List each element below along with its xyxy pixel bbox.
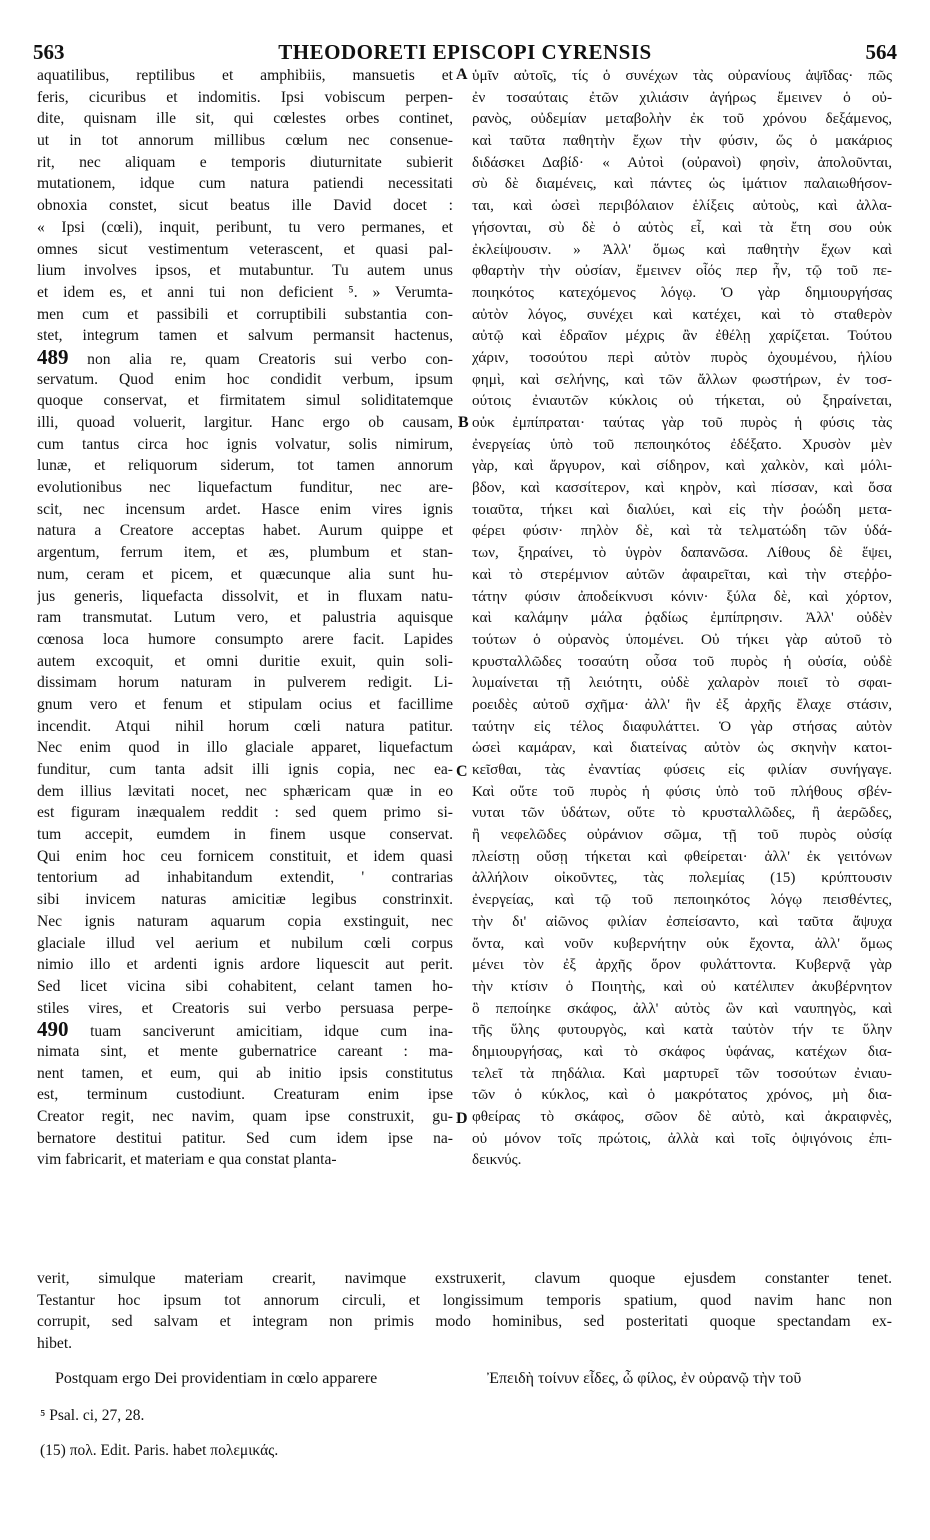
greek-line: τούτων ὁ οὐρανὸς ὑπομένει. Οὐ τήκει γὰρ αὐτοῦ τὸ [472,630,892,648]
latin-line: illi, quoad voluerit, largitur. Hanc ergo ob causam, [37,414,453,431]
greek-line: γὰρ, καὶ ἄργυρον, καὶ σίδηρον, καὶ χαλκὸν, καὶ μόλι- [472,457,892,475]
latin-line: vim fabricarit, et materiam e qua constat planta- [37,1151,337,1169]
latin-line: rit, nec aliquam e temporis diuturnitate subierit [37,153,453,171]
greek-line: ἐκλείψουσιν. » Ἀλλ' ὅμως καὶ παθητὴν ἔχων καὶ [472,240,892,258]
latin-line: « Ipsi (cœli), inquit, peribunt, tu vero permanes, et [37,218,453,236]
latin-line: men cum et passibili et corruptibili substantia con- [37,305,453,323]
latin-line: mutationem, idque cum natura patiendi necessitati [37,175,453,193]
latin-line: dite, quisnam ille sit, qui cœlestes orbes continet, [37,110,453,128]
greek-line: πλείστῃ οὔσῃ τήκεται καὶ φθείρεται· ἀλλ' ἐκ γειτόνων [472,847,892,865]
latin-line: Sed licet vicina sibi cohabitent, celant tamen ho- [37,977,453,995]
greek-line: τῆς ὕλης φυτουργὸς, καὶ κατὰ ταὐτὸν τήν τε ὕλην [472,1021,892,1039]
greek-line: ταύτην εἰς τέλος διαφυλάττει. Ὁ γὰρ στήσας αὐτὸν [472,717,892,735]
column-number-489: 489 [37,346,69,369]
latin-line [37,347,453,369]
greek-line: μένει τὸν ἐξ ἀρχῆς ὅρον φυλάττοντα. Κυβερνᾷ γὰρ [472,956,892,974]
latin-line: tum accepit, eumdem in finem usque conservat. [37,826,453,844]
greek-line: διδάσκει Δαβίδ· « Αὐτοὶ (οὐρανοὶ) φησὶν, ἀπολοῦνται, [472,153,892,171]
latin-line: Creator regit, nec navim, quam ipse construxit, gu- [37,1108,453,1125]
greek-line: φθαρτὴν τὴν οὐσίαν, ἔμεινεν οἷός περ ἦν, τῷ τοῦ πε- [472,262,892,280]
latin-line: cœnosa loca humore consumpto arere facit. Lapides [37,630,453,648]
greek-line: τῶν ὁ κύκλος, καὶ ὁ μακρότατος χρόνος, μὴ δια- [472,1086,892,1104]
greek-line: φημὶ, καὶ σελήνης, καὶ τῶν ἄλλων φωστήρων, ἐν τοσ- [472,370,892,388]
margin-letter-c: C [456,763,468,780]
full-width-line: hibet. [37,1335,73,1353]
latin-line: lium involves ipsos, et mutabuntur. Tu autem unus [37,262,453,280]
latin-line: ram transmutat. Lutum vero, et palustria aquisque [37,609,453,627]
latin-line: dissimam horum naturam in pulverem redigit. Li- [37,674,453,692]
latin-line: nent tamen, et eum, qui ab initio ipsis constitutus [37,1064,453,1082]
greek-line: γήσονται, σὺ δὲ ὁ αὐτὸς εἶ, καὶ τὰ ἔτη σου οὐκ [472,218,892,236]
greek-line: τὴν δι' αἰῶνος φιλίαν ἐσπείσαντο, καὶ ταῦτα ἄψυχα [472,912,892,930]
page-number-left: 563 [33,40,65,64]
latin-line: gnum vero et fenum et stipulam ocius et facillime [37,695,453,713]
latin-line: stet, integrum tamen et salvum permansit hactenus, [37,327,453,345]
greek-line: τοιαῦτα, τήκει καὶ διαλύει, καὶ εἰς τὴν ῥοώδη μετα- [472,500,892,518]
greek-line: ἐνεργείας ὑπὸ τοῦ πεποιηκότος ἐδέξατο. Χρυσὸν μὲν [472,435,892,453]
latin-line: incendit. Atqui nihil horum cœli natura patitur. [37,717,453,735]
column-number-490: 490 [37,1019,69,1041]
latin-line: ut in tot annorum millibus cœlum nec consenue- [37,132,453,150]
latin-line: quoque conservat, et firmitatem simul soliditatemque [37,392,453,410]
latin-line: aquatilibus, reptilibus et amphibiis, mansuetis et [37,67,453,84]
margin-letter-a: A [456,66,468,83]
greek-line: ἢ νεφελῶδες οὐράνιον σῶμα, τῇ τοῦ πυρὸς οὐσίᾳ [472,826,892,844]
running-title: THEODORETI EPISCOPI CYRENSIS [278,40,652,64]
latin-line: nimio illo et ardenti ignis ardore liquescit aut perit. [37,956,453,974]
latin-line: Nec enim quod in illo glaciale apparet, liquefactum [37,739,453,757]
greek-next-paragraph: Ἐπειδὴ τοίνυν εἶδες, ὦ φίλος, ἐν οὐρανῷ τὴν τοῦ [487,1370,802,1387]
greek-line: ἀλλήλοιν οἰκοῦντες, τὰς πολεμίας (15) κρύπτουσιν [472,869,892,887]
latin-line: cum tantus circa hoc ignis volvatur, solis nimirum, [37,435,453,453]
greek-line: ούτοις ἐνιαυτῶν κύκλοις οὐ τήκεται, οὐ ξηραίνεται, [472,392,892,410]
latin-line: jus generis, liquefacta dissolvit, et in fluxam natu- [37,587,453,605]
latin-line: servatum. Quod enim hoc condidit verbum, ipsum [37,370,453,388]
full-width-text [37,1268,892,1355]
greek-line: λυμαίνεται τῇ λειότητι, οὐδὲ χαλαρὸν ποιεῖ τὸ σφαι- [472,674,892,692]
greek-line: φθείρας τὸ σκάφος, σῶον δὲ αὐτὸ, καὶ ἀκραιφνὲς, [472,1108,892,1125]
greek-line: τάτην φύσιν ἀποδείκνυσι κόνιν· ξύλα δὲ, καὶ χόρτον, [472,587,892,605]
latin-line: glaciale illud vel aerium et nubilum cœli corpus [37,934,453,952]
page-number-right: 564 [865,40,897,64]
greek-line: καὶ ταῦτα παθητὴν ἔχων τὴν φύσιν, ὥς ὁ μακάριος [472,132,892,150]
greek-line: ται, καὶ ὡσεὶ περιβόλαιον ἑλίξεις αὐτοὺς, καὶ ἀλλα- [472,197,892,215]
latin-line: obnoxia constet, sicut beatus ille David docet : [37,197,453,215]
latin-line: sibi invicem naturas amicitiæ legibus constrinxit. [37,891,453,909]
latin-line: num, ceram et picem, et quæcunque alia sunt hu- [37,565,453,583]
footnote-variant: (15) πολ. Edit. Paris. habet πολεμικάς. [40,1442,279,1459]
latin-line: autem excoquit, et omni duritie exuit, quin soli- [37,652,453,670]
greek-line: δημιουργήσας, καὶ τὸ σκάφος ὑφάνας, κατέχων δια- [472,1042,892,1060]
latin-line: argentum, ferrum item, et æs, plumbum et stan- [37,544,453,562]
footnote-scripture: ⁵ Psal. ci, 27, 28. [40,1407,145,1424]
latin-line: evolutionibus nec liquefactum funditur, nec are- [37,479,453,497]
latin-column [37,65,453,1171]
latin-line: Nec ignis naturam aquarum copia exstinguit, nec [37,912,453,930]
greek-line: καὶ τὸ στερέμνιον αὐτῶν ἀφαιρεῖται, καὶ τὴν στεῤῥο- [472,565,892,583]
latin-line: lunæ, et reliquorum siderum, tot tamen annorum [37,457,453,475]
greek-line: τελεῖ τὰ πηδάλια. Καὶ μαρτυρεῖ τῶν τοσούτων ἐνιαυ- [472,1064,892,1082]
latin-line: tentorium ad inhabitandum extendit, ' contrarias [37,869,453,887]
latin-line: funditur, cum tanta adsit illi ignis copia, nec ea- [37,761,453,778]
greek-line: καὶ καλάμην μάλα ῥᾳδίως ἐμπίπρησιν. Ἀλλ' οὐδὲν [472,609,892,627]
greek-line: ποιηκότος κατεχόμενος λόγῳ. Ὁ γὰρ δημιουργήσας [472,283,892,301]
latin-line [37,1019,453,1041]
latin-line: natura a Creatore acceptas habet. Aurum quippe et [37,522,453,540]
latin-line: stiles vires, et Creatoris sui verbo persuasa perpe- [37,999,453,1017]
greek-line: ὃ πεποίηκε σκάφος, ἀλλ' αὐτὸς ὢν καὶ ναυπηγὸς, καὶ [472,999,892,1017]
latin-line: est figuram inæqualem reddit : sed quem primo si- [37,804,453,822]
greek-line: σὺ δὲ διαμένεις, καὶ πάντες ὡς ἱμάτιον παλαιωθήσον- [472,175,892,193]
greek-line: δεικνύς. [472,1151,522,1169]
greek-line: ἐν τοσαύταις ἐτῶν χιλιάσιν ἀγήρως ἔμεινεν ὁ οὐ- [472,88,892,106]
latin-line: dem illius lævitati nocet, nec sphæricam quæ in eo [37,782,453,800]
latin-line: Qui enim hoc ceu fornicem constituit, et idem quasi [37,847,453,865]
latin-line: nimata sint, et mente gubernatrice careant : ma- [37,1042,453,1060]
line-text: tuam sanciverunt amicitiam, idque cum ina- [90,1023,453,1041]
greek-line: κρυσταλλῶδες τοσαύτη οὖσα τοῦ πυρὸς ἡ οὐσία, οὐδὲ [472,652,892,670]
greek-line: οὐ μόνον τοῖς πρώτοις, ἀλλὰ καὶ τοῖς ὀψιγόνοις ἐπι- [472,1129,892,1147]
greek-line: ὡσεὶ καμάραν, καὶ διατείνας αὐτὸν ὡς σκηνὴν κατοι- [472,739,892,757]
greek-column [472,65,892,1171]
greek-line: ρανὸς, οὐδεμίαν μεταβολὴν ἐκ τοῦ χρόνου δεξάμενος, [472,110,892,128]
greek-line: αὐτῷ καὶ ἑδραῖον μέχρις ἂν ἐθέλῃ χαρίζεται. Τούτου [472,327,892,345]
greek-line: φέρει φύσιν· πηλὸν δὲ, καὶ τὰ τελματώδη τῶν ὑδά- [472,522,892,540]
full-width-line: corrupit, sed salvam et integram non primis modo hominibus, sed posteritati quoque spectandam ex- [37,1313,892,1331]
greek-line: Καὶ οὔτε τοῦ πυρὸς ἡ φύσις ὑπὸ τοῦ πλήθους σβέν- [472,782,892,800]
latin-next-paragraph: Postquam ergo Dei providentiam in cœlo apparere [55,1370,378,1387]
latin-line: est, terminum custodiunt. Creaturam enim ipse [37,1086,453,1104]
greek-line: των, ξηραίνει, τὸ ὑγρὸν δαπανῶσα. Λίθους δὲ ἕψει, [472,544,892,562]
greek-line: αὐτὸν λόγος, συνέχει καὶ κατέχει, καὶ τὸ σταθερὸν [472,305,892,323]
latin-line: et idem es, et anni tui non deficient ⁵. » Verumta- [37,283,453,301]
greek-line: κεῖσθαι, τὰς ἐναντίας φύσεις εἰς φιλίαν συνήγαγε. [472,761,892,778]
latin-line: scit, nec incensum ardet. Hasce enim vires ignis [37,500,453,518]
greek-line: οὐκ ἐμπίπραται· ταύτας γὰρ τοῦ πυρὸς ἡ φύσις τὰς [472,414,892,431]
margin-letter-d: D [456,1110,468,1127]
latin-line: bernatore destitui patitur. Sed cum idem ipse na- [37,1129,453,1147]
greek-line: χάριν, τοσούτου περὶ αὐτὸν πυρὸς ὀχουμένου, ἡλίου [472,348,892,366]
line-text: non alia re, quam Creatoris sui verbo con- [87,350,453,368]
full-width-line: Testantur hoc ipsum tot annorum circuli, et longissimum temporis spatium, quod navim hanc non [37,1291,892,1309]
greek-line: τὴν κτίσιν ὁ Ποιητὴς, καὶ οὐ κατέλιπεν ἀκυβέρνητον [472,977,892,995]
greek-line: ὑμῖν αὐτοῖς, τίς ὁ συνέχων τὰς οὐρανίους ἁψῖδας· πῶς [472,67,892,84]
margin-letter-b: B [458,414,469,431]
greek-line: νυται τῶν ὑδάτων, οὔτε τὸ κρυσταλλῶδες, ἢ ἀερῶδες, [472,804,892,822]
greek-line: ροειδὲς αὐτοῦ σχῆμα· ἀλλ' ἣν ἐξ ἀρχῆς ἔλαχε στάσιν, [472,695,892,713]
latin-line: omnes sicut vestimentum veterascent, et quasi pal- [37,240,453,258]
full-width-line: verit, simulque materiam crearit, navimque exstruxerit, clavum quoque ejusdem constanter tenet. [37,1270,892,1287]
latin-line: feris, cicuribus et indomitis. Ipsi vobiscum perpen- [37,88,453,106]
greek-line: βδον, καὶ κασσίτερον, καὶ κηρὸν, καὶ πίσσαν, καὶ ὅσα [472,479,892,497]
greek-line: ἐνεργείας, καὶ τῷ τοῦ πεποιηκότος λόγῳ πεισθέντες, [472,891,892,909]
greek-line: ὄντα, καὶ νοῦν κυβερνήτην οὐκ ἔχοντα, ἀλλ' ὅμως [472,934,892,952]
